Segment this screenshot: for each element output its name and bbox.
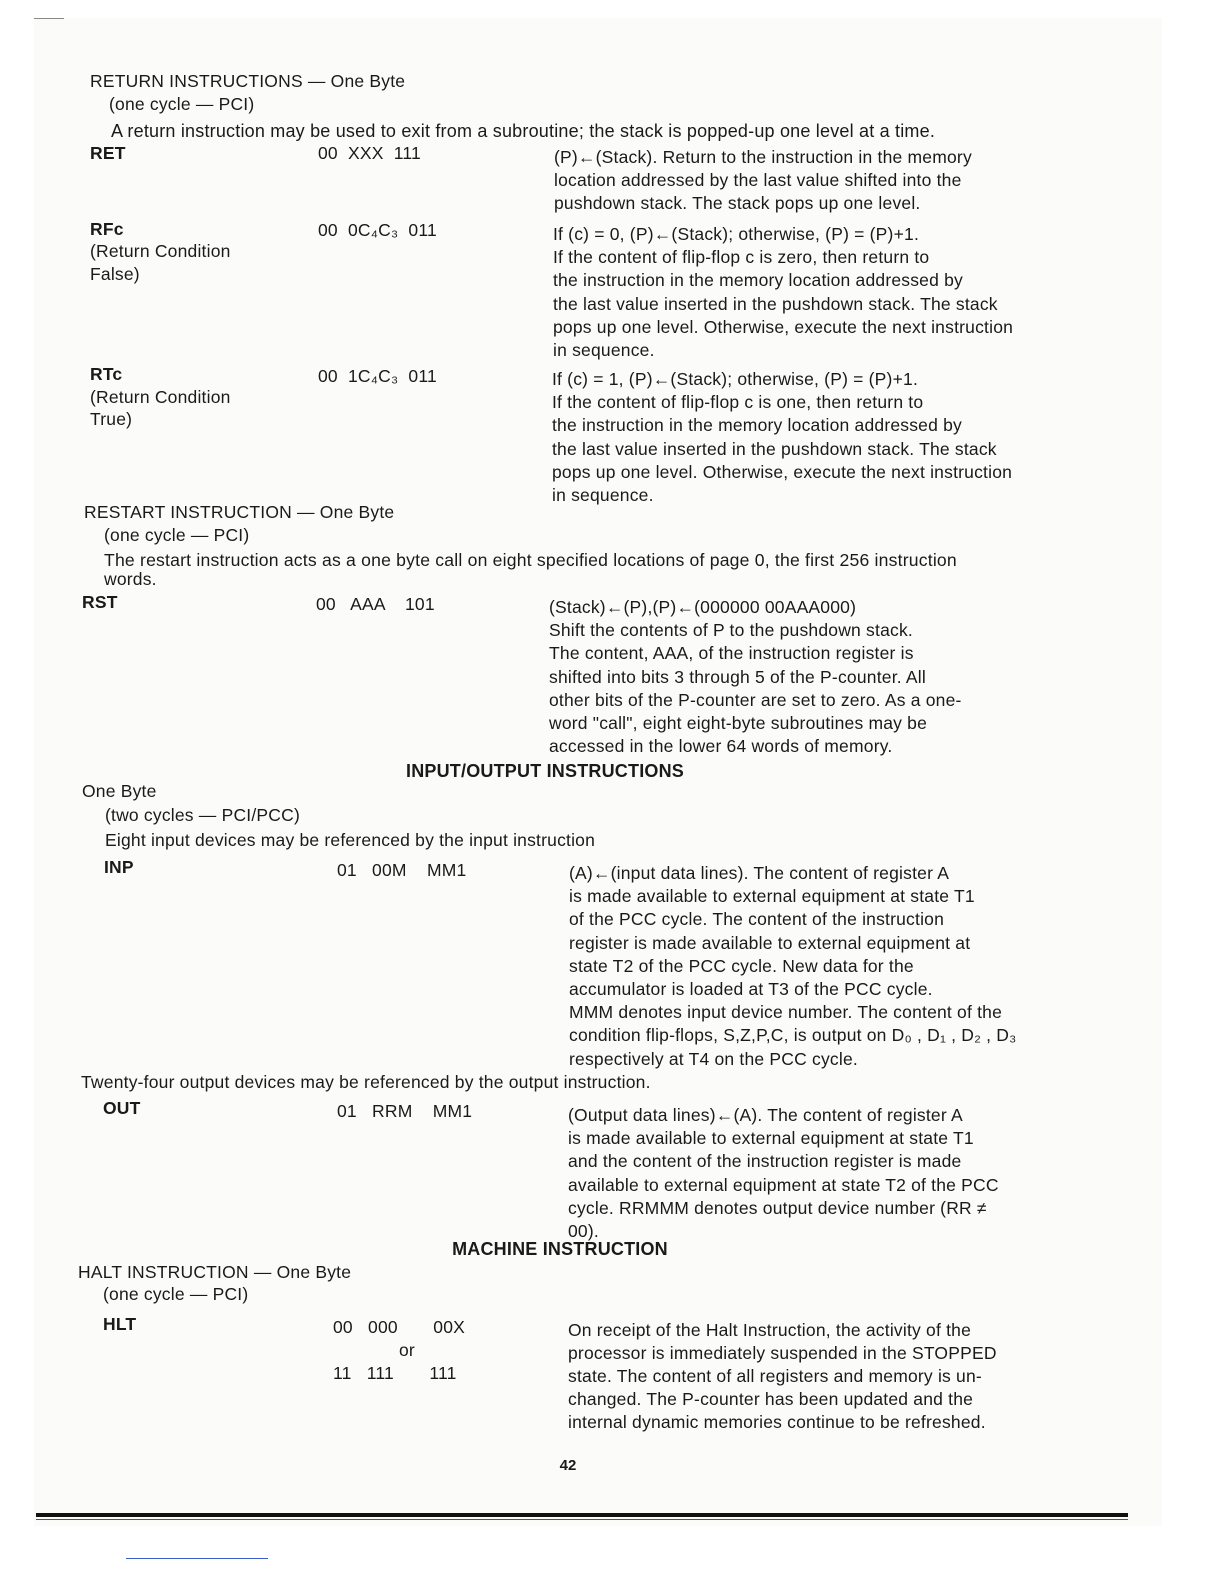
rst-desc-line: shifted into bits 3 through 5 of the P-counter. All xyxy=(549,666,926,687)
rtc-description xyxy=(552,368,1012,507)
rtc-desc-line: If (c) = 1, (P)←(Stack); otherwise, (P) = (P)+1. xyxy=(552,369,918,389)
inp-desc-line: respectively at T4 on the PCC cycle. xyxy=(569,1048,858,1069)
rtc-desc-line: the instruction in the memory location addressed by xyxy=(552,415,962,436)
rst-desc-line: other bits of the P-counter are set to zero. As a one- xyxy=(549,689,962,710)
out-desc-line: 00). xyxy=(568,1221,599,1242)
rtc-subtitle: (Return Condition xyxy=(90,387,231,407)
out-desc-line: is made available to external equipment at state T1 xyxy=(568,1128,974,1149)
rst-desc-line: Shift the contents of P to the pushdown stack. xyxy=(549,620,913,641)
ret-desc-line: location addressed by the last value shifted into the xyxy=(554,170,962,191)
out-description xyxy=(568,1104,999,1243)
hlt-desc-line: On receipt of the Halt Instruction, the activity of the xyxy=(568,1320,971,1340)
out-desc-line: cycle. RRMMM denotes output device number (RR ≠ xyxy=(568,1197,987,1218)
inp-desc-line: condition flip-flops, S,Z,P,C, is output on D₀ , D₁ , D₂ , D₃ xyxy=(569,1025,1017,1046)
rfc-code: 00 0C₄C₃ 011 xyxy=(318,220,437,240)
inp-desc-line: state T2 of the PCC cycle. New data for the xyxy=(569,955,914,976)
rtc-desc-line: in sequence. xyxy=(552,485,654,506)
io-intro: Eight input devices may be referenced by the input instruction xyxy=(105,830,596,850)
io-section-title: INPUT/OUTPUT INSTRUCTIONS xyxy=(406,761,684,781)
rtc-desc-line: the last value inserted in the pushdown stack. The stack xyxy=(552,438,997,459)
inp-desc-line: MMM denotes input device number. The content of the xyxy=(569,1002,1003,1023)
hlt-code-or: or xyxy=(399,1340,415,1360)
inp-mnemonic: INP xyxy=(104,857,134,877)
halt-cycle: (one cycle — PCI) xyxy=(103,1284,249,1304)
ret-desc-line: pushdown stack. The stack pops up one level. xyxy=(554,193,921,214)
inp-description xyxy=(569,862,1016,1071)
bottom-rule-thin xyxy=(36,1519,1128,1520)
rfc-desc-line: in sequence. xyxy=(553,340,655,361)
halt-heading: HALT INSTRUCTION — One Byte xyxy=(78,1262,352,1282)
restart-cycle: (one cycle — PCI) xyxy=(104,525,250,545)
rtc-code: 00 1C₄C₃ 011 xyxy=(318,366,437,386)
inp-code: 01 00M MM1 xyxy=(337,860,467,880)
rst-desc-line: (Stack)←(P),(P)←(000000 00AAA000) xyxy=(549,597,857,617)
rtc-desc-line: pops up one level. Otherwise, execute the next instruction xyxy=(552,461,1013,482)
rfc-mnemonic: RFc xyxy=(90,219,124,239)
inp-desc-line: is made available to external equipment at state T1 xyxy=(569,886,975,907)
out-desc-line: available to external equipment at state T2 of the PCC xyxy=(568,1174,999,1195)
rfc-desc-line: pops up one level. Otherwise, execute the next instruction xyxy=(553,316,1014,337)
rst-description xyxy=(549,596,962,758)
restart-intro: words. xyxy=(104,569,157,589)
ret-code: 00 XXX 111 xyxy=(318,143,421,163)
rtc-subtitle: True) xyxy=(90,409,133,429)
restart-intro: The restart instruction acts as a one byte call on eight specified locations of page 0, the first 256 instruction xyxy=(104,550,957,570)
io-one-byte: One Byte xyxy=(82,781,157,801)
rst-mnemonic: RST xyxy=(82,592,118,612)
rst-desc-line: word "call", eight eight-byte subroutines may be xyxy=(549,713,928,734)
restart-heading: RESTART INSTRUCTION — One Byte xyxy=(84,502,395,522)
rfc-desc-line: the last value inserted in the pushdown stack. The stack xyxy=(553,293,998,314)
machine-section-title: MACHINE INSTRUCTION xyxy=(452,1239,668,1259)
out-desc-line: and the content of the instruction register is made xyxy=(568,1151,962,1172)
inp-desc-line: register is made available to external equipment at xyxy=(569,932,971,953)
bottom-rule xyxy=(36,1513,1128,1517)
return-intro: A return instruction may be used to exit from a subroutine; the stack is popped-up one level at a time. xyxy=(111,121,936,141)
ret-mnemonic: RET xyxy=(90,143,126,163)
rfc-desc-line: If the content of flip-flop c is zero, then return to xyxy=(553,247,930,268)
hlt-mnemonic: HLT xyxy=(103,1314,137,1334)
page-corner-mark xyxy=(34,18,64,19)
inp-desc-line: accumulator is loaded at T3 of the PCC cycle. xyxy=(569,979,933,1000)
rtc-desc-line: If the content of flip-flop c is one, then return to xyxy=(552,392,924,413)
io-cycle: (two cycles — PCI/PCC) xyxy=(105,805,300,825)
footnote-line xyxy=(126,1558,268,1559)
rfc-desc-line: the instruction in the memory location addressed by xyxy=(553,270,963,291)
out-code: 01 RRM MM1 xyxy=(337,1101,473,1121)
rfc-subtitle: (Return Condition xyxy=(90,241,231,261)
page-number: 42 xyxy=(559,1457,577,1474)
ret-description xyxy=(554,146,972,216)
out-intro: Twenty-four output devices may be referenced by the output instruction. xyxy=(81,1072,651,1092)
hlt-desc-line: internal dynamic memories continue to be refreshed. xyxy=(568,1412,986,1432)
inp-desc-line: (A)←(input data lines). The content of register A xyxy=(569,863,950,883)
hlt-desc-line: processor is immediately suspended in the STOPPED xyxy=(568,1343,997,1363)
rst-desc-line: accessed in the lower 64 words of memory. xyxy=(549,736,893,757)
hlt-code-line: 11 111 111 xyxy=(333,1363,457,1383)
out-desc-line: (Output data lines)←(A). The content of register A xyxy=(568,1105,963,1125)
return-cycle: (one cycle — PCI) xyxy=(109,94,255,114)
out-mnemonic: OUT xyxy=(103,1098,141,1118)
hlt-desc-line: changed. The P-counter has been updated and the xyxy=(568,1389,974,1409)
rfc-subtitle: False) xyxy=(90,264,140,284)
rfc-desc-line: If (c) = 0, (P)←(Stack); otherwise, (P) = (P)+1. xyxy=(553,224,919,244)
hlt-description xyxy=(568,1319,997,1434)
inp-desc-line: of the PCC cycle. The content of the instruction xyxy=(569,909,945,930)
rtc-mnemonic: RTc xyxy=(90,364,123,384)
hlt-desc-line: state. The content of all registers and memory is un- xyxy=(568,1366,982,1386)
return-heading: RETURN INSTRUCTIONS — One Byte xyxy=(90,71,406,91)
rst-desc-line: The content, AAA, of the instruction register is xyxy=(549,643,914,664)
ret-desc-line: (P)←(Stack). Return to the instruction in the memory xyxy=(554,147,972,167)
hlt-code-line: 00 000 00X xyxy=(333,1317,466,1337)
rst-code: 00 AAA 101 xyxy=(316,594,435,614)
rfc-description xyxy=(553,223,1013,362)
